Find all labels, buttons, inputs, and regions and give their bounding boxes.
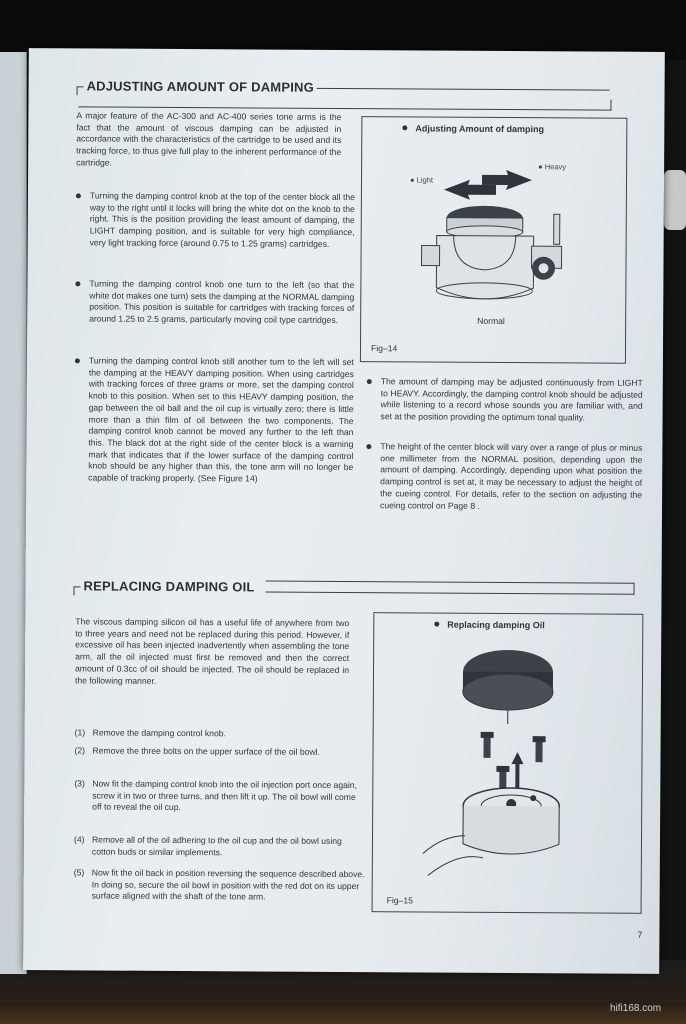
bullet-height bbox=[366, 441, 642, 513]
heading-corner bbox=[77, 86, 84, 95]
damping-intro: A major feature of the AC-300 and AC-400 series tone arms is the fact that the amount of viscous damping can be adjusted in accordance with the characteristics of the cartridge to be used and its tracking force, to thus give full play to the inherent performance of the cartridge. bbox=[76, 110, 342, 168]
bullet-heavy-text: Turning the damping control knob still another turn to the left will set the damping at the HEAVY damping position. When using cartridges with tracking forces of three grams or more, set the damping control knob to this position. When set to this HEAVY damping position, the gap between the oil ball and the oil cup is virtually zero; there is little more than a thin film of oil between the two components. The damping control knob cannot be moved any further to the left than this. The black dot at the right side of the center block is a warning mark that indicates that if the lower surface of the damping control knob should be any higher than this, the tone arm will no longer be capable of tracking properly. (See Figure 14) bbox=[88, 355, 354, 484]
heading-rule-box bbox=[78, 96, 611, 110]
bullet-continuous bbox=[367, 376, 643, 424]
bullet-normal-text: Turning the damping control knob one turn to the left (so that the white dot makes one turn) sets the damping at the NORMAL damping position. This position is suitable for cartridges with tracking forces of around 1.25 to 2.5 grams, particularly moving coil type cartridges. bbox=[89, 278, 355, 326]
step-number: (5) bbox=[73, 867, 85, 878]
bullet-light-text: Turning the damping control knob at the top of the center block all the way to the right until it locks will bring the white dot on the knob to the right. This is the position providing the least amount of damping, the LIGHT damping position, and is suitable for very high compliance, very light tracking force (around 0.75 to 1.25 grams) cartridges. bbox=[89, 190, 355, 249]
bullet-dot bbox=[76, 193, 81, 198]
step-5 bbox=[74, 867, 367, 904]
bullet-dot bbox=[367, 379, 372, 384]
bullet-normal bbox=[75, 278, 354, 327]
bullet-dot bbox=[366, 444, 371, 449]
heavy-label-text: Heavy bbox=[544, 162, 567, 172]
step-number: (4) bbox=[73, 834, 85, 845]
oil-intro: The viscous damping silicon oil has a useful life of anywhere from two to three years and need not be replaced during this period. However, if excessive oil has been injected inadvertently when assembling the tone arm, all the oil injected must first be removed and then the correct amount of 0.3cc of oil should be injected. The oil should be replaced in the following manner. bbox=[74, 616, 350, 686]
step-text: Remove all of the oil adhering to the oil cup and the oil bowl using cotton buds or similar implements. bbox=[91, 834, 342, 857]
step-text: Remove the three bolts on the upper surface of the oil bowl. bbox=[92, 745, 320, 757]
light-label-text: Light bbox=[416, 175, 433, 185]
figure-14-caption: Fig–14 bbox=[370, 343, 398, 354]
step-number: (3) bbox=[74, 778, 85, 789]
section-heading-oil: REPLACING DAMPING OIL bbox=[83, 578, 255, 595]
bullet-height-text: The height of the center block will vary over a range of plus or minus one millimeter from the NORMAL position, depending upon the amount of damping. Accordingly, depending upon what position the damping control is set at, it may be necessary to adjust the height of the cueing control. For details, refer to the section on adjusting the cueing control on Page 8 . bbox=[380, 441, 643, 511]
bullet-dot bbox=[75, 281, 80, 286]
step-number: (1) bbox=[74, 727, 86, 738]
right-page-edge bbox=[664, 170, 686, 230]
step-number: (2) bbox=[74, 745, 86, 756]
section-heading-damping: ADJUSTING AMOUNT OF DAMPING bbox=[86, 78, 314, 95]
page-number: 7 bbox=[637, 929, 643, 940]
step-text: Remove the damping control knob. bbox=[92, 727, 226, 739]
oil-replacement-illustration bbox=[373, 613, 643, 913]
figure-15-title-text: Replacing damping Oil bbox=[447, 619, 545, 631]
arrow-up-icon bbox=[511, 752, 523, 788]
bullet-light bbox=[76, 190, 355, 250]
oil-bowl bbox=[423, 787, 560, 876]
heading-rule bbox=[317, 88, 610, 91]
step-1 bbox=[75, 727, 368, 740]
step-4 bbox=[74, 834, 367, 859]
damping-knob bbox=[463, 650, 553, 725]
bullet-continuous-text: The amount of damping may be adjusted continuously from LIGHT to HEAVY. Accordingly, the damping control knob should be adjusted while listening to a record whose sounds you are familiar with, and set at the position providing the optimum tonal quality. bbox=[380, 376, 643, 423]
step-text: Now fit the damping control knob into the oil injection port once again, screw it in two or three turns, and then lift it up. The oil bowl will come off to reveal the oil cup. bbox=[92, 778, 358, 813]
heading-corner bbox=[73, 586, 80, 595]
manual-page bbox=[23, 48, 665, 974]
watermark: hifi168.com bbox=[610, 1003, 662, 1014]
step-text: Now fit the oil back in position reversing the sequence described above. In doing so, secure the oil bowl in position with the red dot on its upper surface aligned with the shaft of the tone arm. bbox=[91, 867, 365, 902]
left-page-edge bbox=[0, 52, 27, 974]
center-block bbox=[421, 205, 562, 299]
figure-15-caption: Fig–15 bbox=[386, 895, 413, 906]
bullet-heavy bbox=[74, 355, 354, 485]
figure-15-box bbox=[372, 612, 644, 914]
heading-rule-box bbox=[266, 581, 635, 595]
bullet-dot bbox=[75, 358, 80, 363]
step-2 bbox=[74, 745, 367, 758]
figure-14-box bbox=[360, 116, 627, 364]
normal-label: Normal bbox=[477, 315, 505, 326]
step-3 bbox=[74, 778, 367, 815]
heavy-label: ● Heavy bbox=[538, 162, 567, 172]
figure-14-title-text: Adjusting Amount of damping bbox=[415, 123, 545, 135]
light-label: ● Light bbox=[409, 175, 433, 185]
